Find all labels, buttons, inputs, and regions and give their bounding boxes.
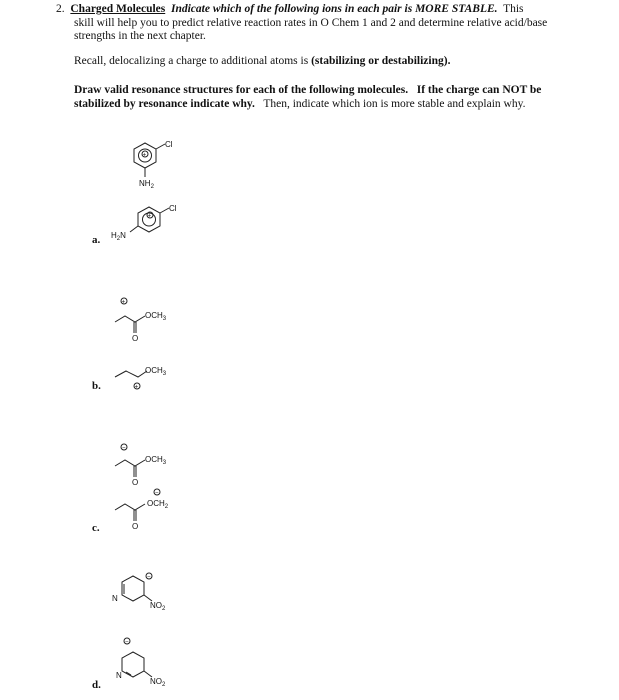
charge-c1: − xyxy=(122,445,126,452)
o-c1: O xyxy=(132,478,139,487)
question-instruction: Indicate which of the following ions in each pair is MORE STABLE. xyxy=(170,3,498,15)
molecule-d1 xyxy=(112,573,166,612)
o-c2: O xyxy=(132,522,139,531)
label-c: c. xyxy=(92,522,100,534)
question-line1-tail: This xyxy=(503,3,524,15)
label-a: a. xyxy=(92,234,101,246)
chain-b1 xyxy=(115,316,145,322)
h2n-a2: $H_2N$ xyxy=(111,231,126,242)
och3-c1: $OCH_3$ xyxy=(145,455,167,466)
cl-a2: Cl xyxy=(169,204,177,213)
molecule-c1 xyxy=(115,444,167,487)
charge-c2: − xyxy=(155,490,159,497)
nh2-a1: $NH_2$ xyxy=(139,179,154,190)
molecule-a2 xyxy=(111,204,177,242)
n-d2: N xyxy=(116,671,122,680)
chain-b2 xyxy=(115,371,147,377)
molecule-b2 xyxy=(115,366,167,391)
recall-bold: (stabilizing or destabilizing). xyxy=(311,55,451,67)
charge-b1: + xyxy=(121,299,126,306)
molecule-b1 xyxy=(115,298,167,343)
bond-a1-cl xyxy=(156,144,165,149)
draw-line2-tail: Then, indicate which ion is more stable and explain why. xyxy=(263,98,526,110)
chain-c2 xyxy=(115,504,145,510)
cl-a1: Cl xyxy=(165,140,173,149)
recall-text: Recall, delocalizing a charge to additional atoms is xyxy=(74,55,312,67)
no2-d1: $NO_2$ xyxy=(150,601,166,612)
no2-d2: $NO_2$ xyxy=(150,677,166,688)
charge-a2: + xyxy=(147,213,152,220)
molecule-a1 xyxy=(134,140,173,190)
draw-bold-2: If the charge can NOT be xyxy=(416,84,542,96)
question-number: 2. xyxy=(56,3,65,15)
molecule-c2 xyxy=(115,489,169,531)
o-b1: O xyxy=(132,334,139,343)
bond-a2-n xyxy=(130,226,138,232)
draw-bold-1: Draw valid resonance structures for each of the following molecules. xyxy=(74,84,409,96)
charge-d1: − xyxy=(147,574,151,581)
och3-b2: $OCH_3$ xyxy=(145,366,167,377)
question-title: Charged Molecules xyxy=(70,3,166,15)
charge-b2: + xyxy=(134,384,139,391)
question-line-2: skill will help you to predict relative reaction rates in O Chem 1 and 2 and determine relative acid/base xyxy=(74,17,548,29)
question-line-3: strengths in the next chapter. xyxy=(74,30,206,42)
label-d: d. xyxy=(92,679,101,691)
och3-b1: $OCH_3$ xyxy=(145,311,167,322)
draw-line2-bold: stabilized by resonance indicate why. xyxy=(74,98,255,110)
ring-d1 xyxy=(122,576,144,601)
chain-c1 xyxy=(115,460,145,466)
label-b: b. xyxy=(92,380,101,392)
charge-d2: − xyxy=(125,639,129,646)
molecule-d2 xyxy=(116,638,166,688)
ring-d2 xyxy=(122,652,144,677)
och2-c2: $OCH_2$ xyxy=(147,499,169,510)
charge-a1: + xyxy=(142,152,147,159)
bond-a2-cl xyxy=(160,208,169,213)
n-d1: N xyxy=(112,594,118,603)
